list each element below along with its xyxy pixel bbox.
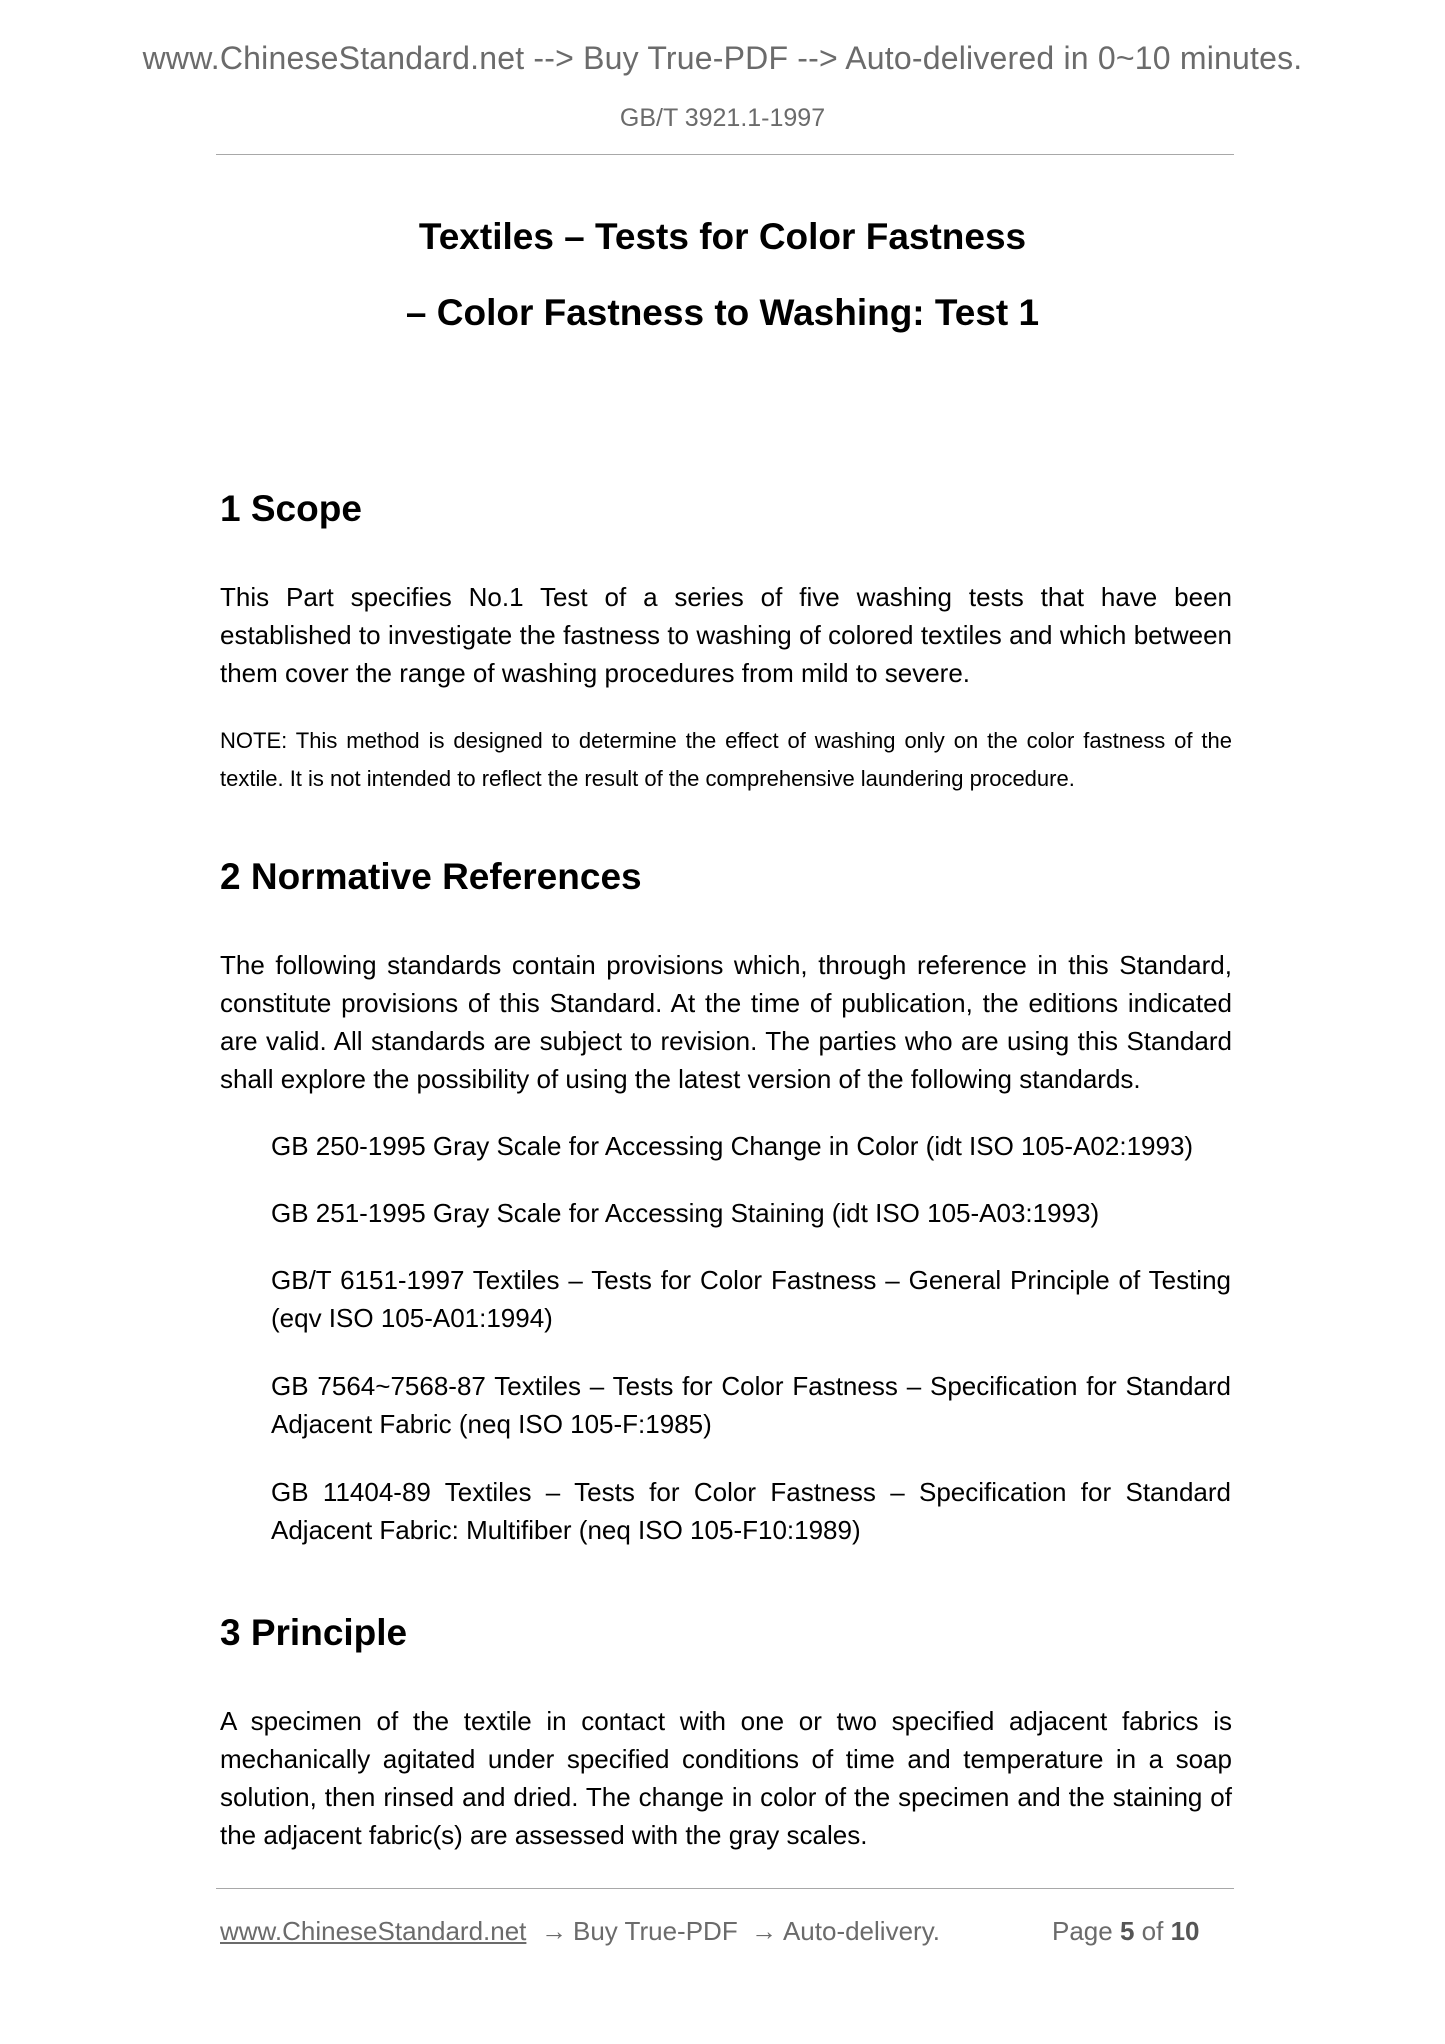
page-label: Page — [1052, 1916, 1113, 1946]
page-current: 5 — [1119, 1916, 1135, 1946]
scope-note: NOTE: This method is designed to determine the effect of washing only on the color fastness of the textile. It is not intended to reflect the result of the comprehensive laundering procedure. — [220, 728, 1232, 791]
reference-item: GB 251-1995 Gray Scale for Accessing Staining (idt ISO 105-A03:1993) — [271, 1198, 1100, 1228]
footer-divider — [216, 1888, 1234, 1889]
section-heading-principle: 3 Principle — [220, 1612, 408, 1653]
footer-buy-text: Buy True-PDF — [573, 1916, 738, 1946]
scope-paragraph: This Part specifies No.1 Test of a series of five washing tests that have been established to investigate the fastness to washing of colored textiles and which between them cover the range of washing procedures from mild to severe. — [220, 582, 1232, 688]
header-banner: www.ChineseStandard.net --> Buy True-PDF --> Auto-delivered in 0~10 minutes. — [142, 40, 1303, 76]
references-paragraph: The following standards contain provisions which, through reference in this Standard, constitute provisions of this Standard. At the time of publication, the editions indicated are valid. All standards are subject to revision. The parties who are using this Standard shall explore the possibility of using the latest version of the following standards. — [220, 950, 1232, 1094]
reference-item: GB/T 6151-1997 Textiles – Tests for Color Fastness – General Principle of Testing (eqv ISO 105-A01:1994) — [271, 1265, 1231, 1333]
footer-delivery-text: Auto-delivery. — [782, 1916, 940, 1946]
page-of: of — [1141, 1916, 1164, 1946]
reference-item: GB 250-1995 Gray Scale for Accessing Change in Color (idt ISO 105-A02:1993) — [271, 1131, 1194, 1161]
footer-website-link[interactable]: www.ChineseStandard.net — [220, 1916, 527, 1946]
principle-paragraph: A specimen of the textile in contact with one or two specified adjacent fabrics is mechanically agitated under specified conditions of time and temperature in a soap solution, then rinsed and dried. The change in color of the specimen and the staining of the adjacent fabric(s) are assessed with the gray scales. — [220, 1706, 1232, 1850]
page-indicator — [1052, 1916, 1200, 1947]
title-line-2: – Color Fastness to Washing: Test 1 — [405, 292, 1040, 333]
arrow-right-icon: → — [750, 1916, 777, 1946]
section-heading-references: 2 Normative References — [220, 856, 642, 897]
section-heading-scope: 1 Scope — [220, 488, 362, 529]
footer-tagline — [535, 1916, 940, 1947]
header-divider — [216, 154, 1234, 155]
document-id: GB/T 3921.1-1997 — [619, 104, 826, 132]
page-total: 10 — [1170, 1916, 1200, 1946]
arrow-right-icon: → — [541, 1916, 567, 1946]
reference-item: GB 11404-89 Textiles – Tests for Color Fastness – Specification for Standard Adjacent Fabric: Multifiber (neq ISO 105-F10:1989) — [271, 1477, 1231, 1545]
title-line-1: Textiles – Tests for Color Fastness — [418, 216, 1027, 257]
reference-item: GB 7564~7568-87 Textiles – Tests for Color Fastness – Specification for Standard Adjacent Fabric (neq ISO 105-F:1985) — [271, 1371, 1231, 1439]
